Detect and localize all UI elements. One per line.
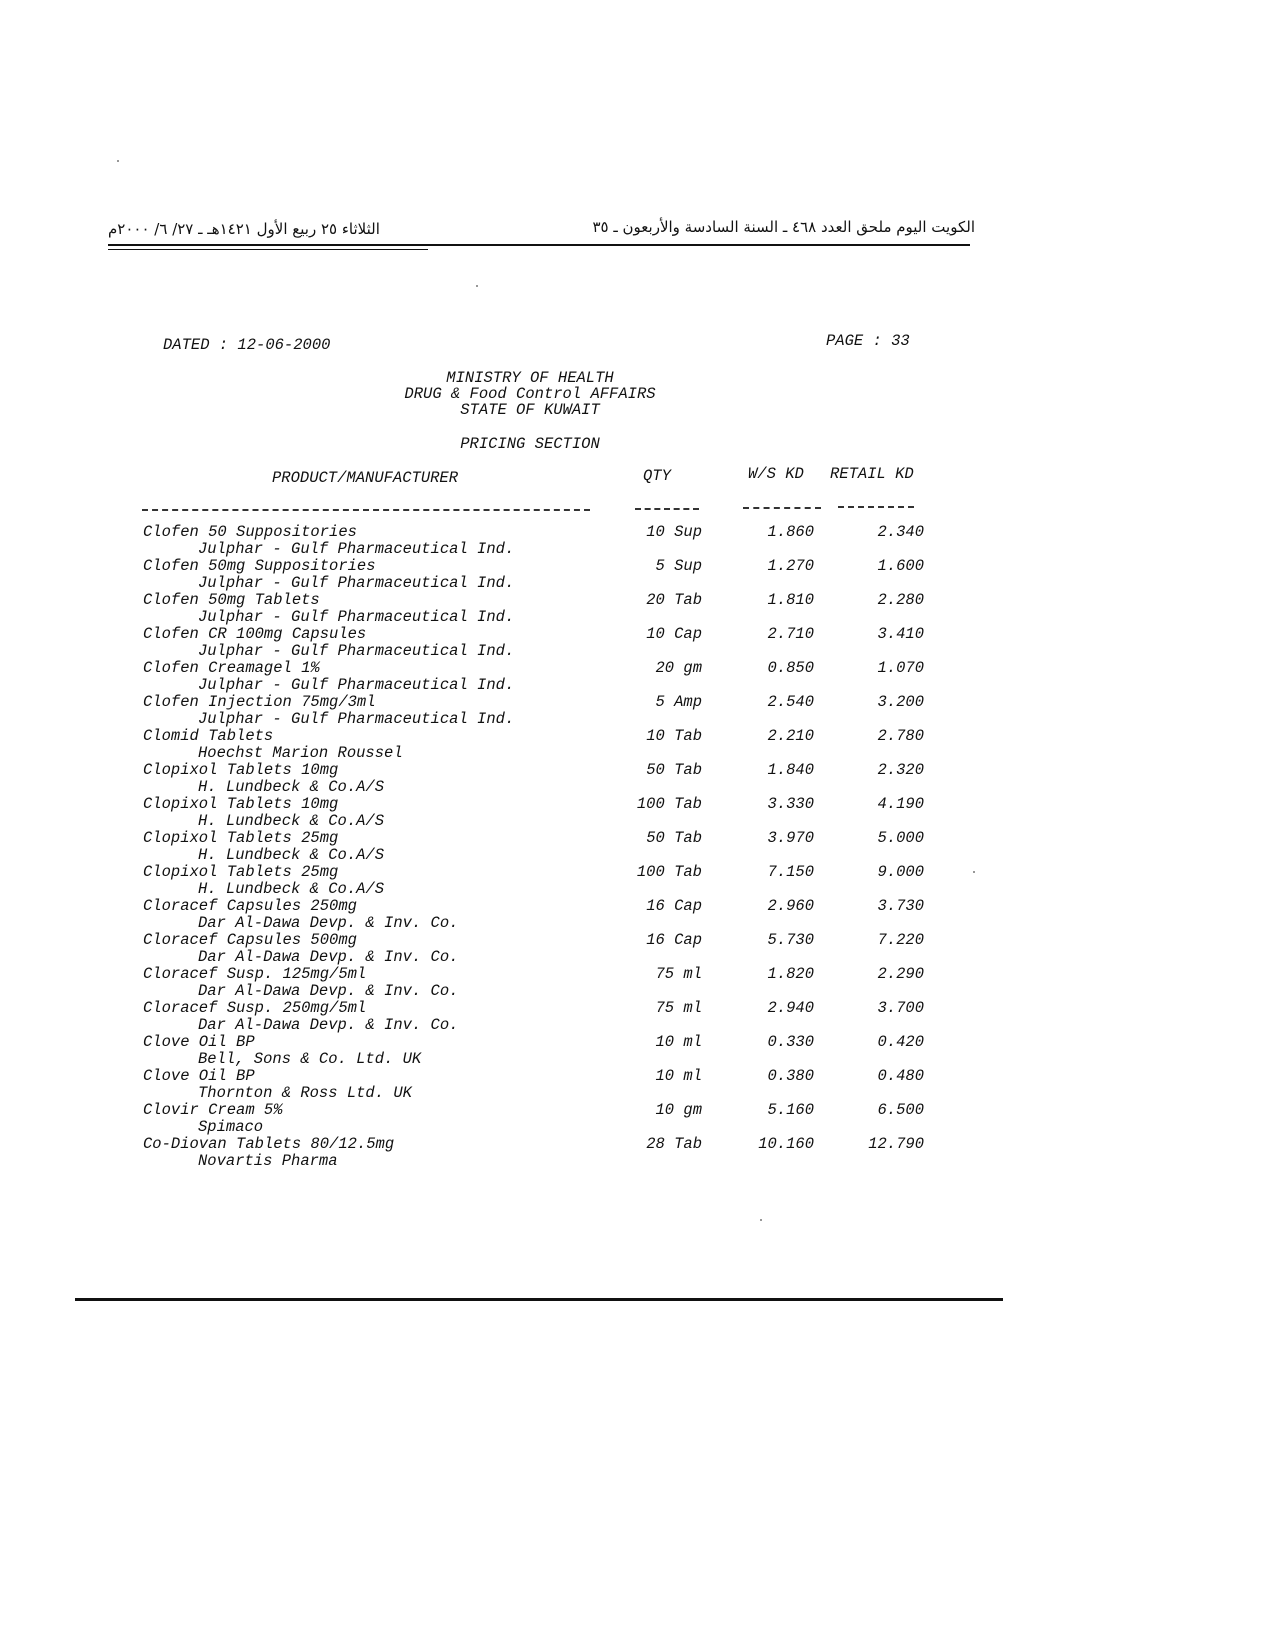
quantity-cell: 5 Sup — [655, 557, 702, 575]
retail-price-cell: 0.480 — [877, 1067, 924, 1085]
wholesale-price-cell: 3.330 — [767, 795, 814, 813]
column-header-product: PRODUCT/MANUFACTURER — [272, 469, 459, 487]
table-row — [0, 762, 1275, 796]
dated-label: DATED : 12-06-2000 — [163, 336, 331, 354]
retail-price-cell: 0.420 — [877, 1033, 924, 1051]
separator-ws — [743, 507, 821, 509]
header-rule-thick — [108, 244, 970, 246]
manufacturer-name: H. Lundbeck & Co.A/S — [198, 778, 385, 796]
manufacturer-name: Julphar - Gulf Pharmaceutical Ind. — [198, 710, 515, 728]
newspaper-header-right: الكويت اليوم ملحق العدد ٤٦٨ ـ السنة السادسة والأربعون ـ ٣٥ — [592, 218, 975, 236]
manufacturer-name: H. Lundbeck & Co.A/S — [198, 812, 385, 830]
manufacturer-name: Julphar - Gulf Pharmaceutical Ind. — [198, 608, 515, 626]
product-name: Cloracef Capsules 500mg — [143, 931, 357, 949]
title-drug-food: DRUG & Food Control AFFAIRS — [404, 385, 656, 403]
product-name: Clopixol Tablets 10mg — [143, 761, 339, 779]
product-name: Clopixol Tablets 25mg — [143, 829, 339, 847]
section-title: PRICING SECTION — [460, 435, 600, 453]
manufacturer-name: Bell, Sons & Co. Ltd. UK — [198, 1050, 422, 1068]
manufacturer-name: Julphar - Gulf Pharmaceutical Ind. — [198, 540, 515, 558]
wholesale-price-cell: 2.710 — [767, 625, 814, 643]
table-row — [0, 864, 1275, 898]
wholesale-price-cell: 2.940 — [767, 999, 814, 1017]
table-row — [0, 830, 1275, 864]
product-name: Cloracef Susp. 125mg/5ml — [143, 965, 367, 983]
manufacturer-name: H. Lundbeck & Co.A/S — [198, 880, 385, 898]
retail-price-cell: 9.000 — [877, 863, 924, 881]
product-name: Cloracef Capsules 250mg — [143, 897, 357, 915]
quantity-cell: 10 Tab — [646, 727, 702, 745]
manufacturer-name: Julphar - Gulf Pharmaceutical Ind. — [198, 642, 515, 660]
retail-price-cell: 4.190 — [877, 795, 924, 813]
manufacturer-name: Thornton & Ross Ltd. UK — [198, 1084, 412, 1102]
manufacturer-name: Dar Al-Dawa Devp. & Inv. Co. — [198, 948, 459, 966]
table-row — [0, 592, 1275, 626]
product-name: Clofen 50mg Suppositories — [143, 557, 376, 575]
wholesale-price-cell: 7.150 — [767, 863, 814, 881]
retail-price-cell: 2.780 — [877, 727, 924, 745]
table-row — [0, 728, 1275, 762]
manufacturer-name: Dar Al-Dawa Devp. & Inv. Co. — [198, 914, 459, 932]
separator-product — [142, 509, 590, 511]
wholesale-price-cell: 10.160 — [758, 1135, 814, 1153]
scan-speck — [117, 160, 119, 162]
wholesale-price-cell: 3.970 — [767, 829, 814, 847]
quantity-cell: 28 Tab — [646, 1135, 702, 1153]
quantity-cell: 5 Amp — [655, 693, 702, 711]
wholesale-price-cell: 1.820 — [767, 965, 814, 983]
quantity-cell: 20 Tab — [646, 591, 702, 609]
retail-price-cell: 3.200 — [877, 693, 924, 711]
wholesale-price-cell: 0.330 — [767, 1033, 814, 1051]
table-row — [0, 966, 1275, 1000]
product-name: Clove Oil BP — [143, 1033, 255, 1051]
quantity-cell: 10 ml — [655, 1067, 702, 1085]
column-header-retail: RETAIL KD — [830, 465, 914, 483]
table-row — [0, 524, 1275, 558]
product-name: Clofen Injection 75mg/3ml — [143, 693, 376, 711]
quantity-cell: 16 Cap — [646, 897, 702, 915]
quantity-cell: 75 ml — [655, 965, 702, 983]
wholesale-price-cell: 1.270 — [767, 557, 814, 575]
manufacturer-name: Julphar - Gulf Pharmaceutical Ind. — [198, 676, 515, 694]
quantity-cell: 10 gm — [655, 1101, 702, 1119]
table-row — [0, 558, 1275, 592]
quantity-cell: 50 Tab — [646, 829, 702, 847]
footer-rule — [75, 1298, 1003, 1301]
quantity-cell: 10 ml — [655, 1033, 702, 1051]
table-row — [0, 1136, 1275, 1170]
product-name: Clofen 50mg Tablets — [143, 591, 320, 609]
quantity-cell: 100 Tab — [636, 863, 702, 881]
separator-retail — [838, 506, 914, 508]
quantity-cell: 16 Cap — [646, 931, 702, 949]
newspaper-header-left: الثلاثاء ٢٥ ربيع الأول ١٤٢١هـ ـ ٢٧/ ٦/ ٢٠٠٠م — [108, 220, 380, 238]
product-name: Clofen CR 100mg Capsules — [143, 625, 367, 643]
scan-speck — [760, 1219, 762, 1221]
retail-price-cell: 12.790 — [868, 1135, 924, 1153]
table-row — [0, 660, 1275, 694]
wholesale-price-cell: 0.380 — [767, 1067, 814, 1085]
manufacturer-name: Spimaco — [198, 1118, 264, 1136]
retail-price-cell: 3.410 — [877, 625, 924, 643]
quantity-cell: 100 Tab — [636, 795, 702, 813]
wholesale-price-cell: 2.540 — [767, 693, 814, 711]
product-name: Clove Oil BP — [143, 1067, 255, 1085]
product-name: Clovir Cream 5% — [143, 1101, 283, 1119]
quantity-cell: 75 ml — [655, 999, 702, 1017]
wholesale-price-cell: 2.960 — [767, 897, 814, 915]
retail-price-cell: 5.000 — [877, 829, 924, 847]
table-row — [0, 694, 1275, 728]
product-name: Clofen Creamagel 1% — [143, 659, 320, 677]
product-name: Clopixol Tablets 25mg — [143, 863, 339, 881]
header-rule-thin — [108, 249, 428, 250]
retail-price-cell: 3.730 — [877, 897, 924, 915]
retail-price-cell: 2.290 — [877, 965, 924, 983]
page-number: PAGE : 33 — [826, 332, 910, 350]
manufacturer-name: Julphar - Gulf Pharmaceutical Ind. — [198, 574, 515, 592]
wholesale-price-cell: 5.730 — [767, 931, 814, 949]
column-header-qty: QTY — [643, 467, 671, 485]
product-name: Cloracef Susp. 250mg/5ml — [143, 999, 367, 1017]
scan-speck — [476, 285, 478, 287]
quantity-cell: 10 Sup — [646, 523, 702, 541]
separator-qty — [635, 508, 699, 510]
table-row — [0, 796, 1275, 830]
title-ministry: MINISTRY OF HEALTH — [446, 369, 614, 387]
retail-price-cell: 6.500 — [877, 1101, 924, 1119]
retail-price-cell: 2.320 — [877, 761, 924, 779]
quantity-cell: 10 Cap — [646, 625, 702, 643]
product-name: Clofen 50 Suppositories — [143, 523, 357, 541]
retail-price-cell: 2.340 — [877, 523, 924, 541]
table-row — [0, 932, 1275, 966]
product-name: Co-Diovan Tablets 80/12.5mg — [143, 1135, 395, 1153]
wholesale-price-cell: 0.850 — [767, 659, 814, 677]
manufacturer-name: H. Lundbeck & Co.A/S — [198, 846, 385, 864]
manufacturer-name: Dar Al-Dawa Devp. & Inv. Co. — [198, 982, 459, 1000]
manufacturer-name: Hoechst Marion Roussel — [198, 744, 403, 762]
table-row — [0, 1000, 1275, 1034]
title-state: STATE OF KUWAIT — [460, 401, 600, 419]
table-row — [0, 626, 1275, 660]
retail-price-cell: 1.600 — [877, 557, 924, 575]
retail-price-cell: 1.070 — [877, 659, 924, 677]
table-row — [0, 898, 1275, 932]
wholesale-price-cell: 5.160 — [767, 1101, 814, 1119]
product-name: Clomid Tablets — [143, 727, 274, 745]
retail-price-cell: 7.220 — [877, 931, 924, 949]
wholesale-price-cell: 2.210 — [767, 727, 814, 745]
table-row — [0, 1102, 1275, 1136]
product-name: Clopixol Tablets 10mg — [143, 795, 339, 813]
wholesale-price-cell: 1.860 — [767, 523, 814, 541]
quantity-cell: 20 gm — [655, 659, 702, 677]
manufacturer-name: Novartis Pharma — [198, 1152, 338, 1170]
wholesale-price-cell: 1.840 — [767, 761, 814, 779]
wholesale-price-cell: 1.810 — [767, 591, 814, 609]
retail-price-cell: 3.700 — [877, 999, 924, 1017]
table-row — [0, 1068, 1275, 1102]
quantity-cell: 50 Tab — [646, 761, 702, 779]
retail-price-cell: 2.280 — [877, 591, 924, 609]
manufacturer-name: Dar Al-Dawa Devp. & Inv. Co. — [198, 1016, 459, 1034]
table-row — [0, 1034, 1275, 1068]
scan-speck — [973, 871, 975, 873]
column-header-ws: W/S KD — [748, 465, 804, 483]
